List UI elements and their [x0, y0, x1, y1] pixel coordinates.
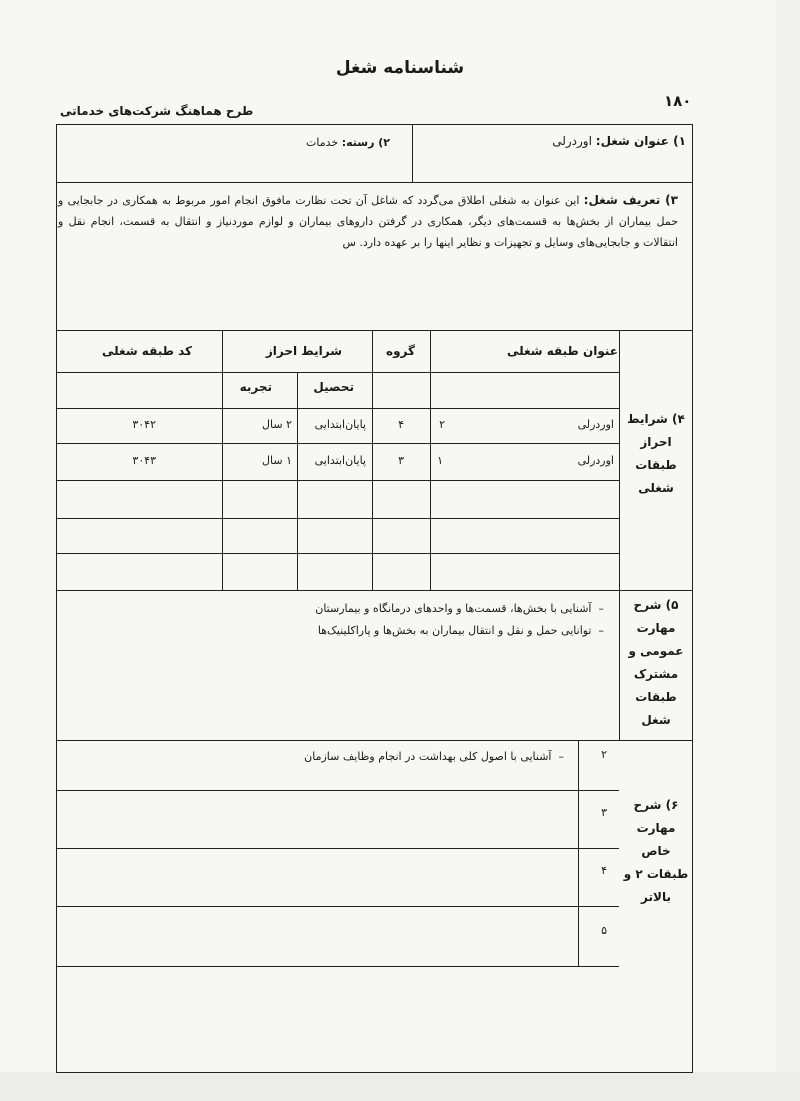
definition-label: ۳) تعریف شغل:	[583, 193, 678, 207]
q-row-line-2	[56, 408, 619, 409]
general-skill-text: آشنایی با بخش‌ها، قسمت‌ها و واحدهای درمانگاه و بیمارستان	[315, 602, 592, 615]
q-col-code	[222, 330, 223, 590]
q-row1-class: ۲	[439, 418, 445, 431]
q-row2-class: ۱	[437, 454, 443, 467]
q-row-line-6	[56, 553, 619, 554]
q-row2-experience: ۱ سال	[262, 454, 292, 467]
q-row1-code: ۳۰۴۲	[132, 418, 156, 431]
frame-line-2	[56, 330, 693, 331]
special-level: ۲	[601, 748, 607, 761]
q-row1-experience: ۲ سال	[262, 418, 292, 431]
q-row-line-5	[56, 518, 619, 519]
definition-text: این عنوان به شغلی اطلاق می‌گردد که شاغل آن تحت نظارت مافوق انجام امور مربوط به همکاری در جابجایی و حمل بیماران از بخش‌ها به قسمت‌های دیگر، همکاری در گرفتن داروهای بیماران و لوازم موردنیاز و انتقال به قسمت، انجام نقل و انتقالات و جابجایی‌های وسایل و تجهیزات و نظایر اینها را بر عهده دارد. س	[58, 194, 678, 249]
q-row2-code: ۳۰۴۳	[132, 454, 156, 467]
q-row1-title: اوردرلی	[577, 418, 614, 431]
special-skill-item: – آشنایی با اصول کلی بهداشت در انجام وظایف سازمان	[304, 750, 564, 763]
general-skill-text: توانایی حمل و نقل و انتقال بیماران به بخش‌ها و پاراکلینیک‌ها	[317, 624, 592, 637]
scan-edge-shadow	[776, 0, 800, 1101]
general-skill-item: – آشنایی با بخش‌ها، قسمت‌ها و واحدهای درمانگاه و بیمارستان	[315, 602, 604, 615]
q-col-education	[297, 372, 298, 590]
frame-left	[56, 124, 57, 1072]
q-row1-education: پایان‌ابتدایی	[314, 418, 366, 431]
q-row2-group: ۳	[398, 454, 404, 467]
header-group: گروه	[386, 344, 415, 358]
category-label: ۲) رسته:	[341, 136, 390, 149]
page-number: ۱۸۰	[664, 92, 692, 110]
header-conditions: شرایط احراز	[265, 344, 342, 358]
q-row2-title: اوردرلی	[577, 454, 614, 467]
frame-line-4	[56, 740, 693, 741]
special-skills-section-label: ۶) شرح مهارت خاص طبقات ۲ و بالاتر	[623, 798, 689, 904]
row1-divider	[412, 124, 413, 182]
q-col-conditions	[372, 330, 373, 590]
q-row1-group: ۴	[398, 418, 404, 431]
page-subtitle: طرح هماهنگ شرکت‌های خدماتی	[60, 104, 254, 118]
frame-line-1	[56, 182, 693, 183]
header-experience: تجربه	[239, 380, 272, 394]
special-row-line-1	[56, 790, 619, 791]
special-row-line-4	[56, 966, 619, 967]
q-col-group	[430, 330, 431, 590]
special-level-divider	[578, 740, 579, 966]
scan-bottom-shadow	[0, 1072, 800, 1101]
special-level: ۳	[601, 806, 607, 819]
general-skill-item: – توانایی حمل و نقل و انتقال بیماران به بخش‌ها و پاراکلینیک‌ها	[317, 624, 604, 637]
job-definition	[58, 190, 678, 253]
job-title-field	[552, 134, 686, 148]
label-column-divider	[619, 330, 620, 740]
header-class-title: عنوان طبقه شغلی	[506, 344, 618, 358]
job-title-value: اوردرلی	[552, 134, 592, 148]
frame-bottom	[56, 1072, 693, 1073]
special-row-line-2	[56, 848, 619, 849]
header-class-code: کد طبقه شغلی	[102, 344, 192, 358]
q-row-line-4	[56, 480, 619, 481]
q-row2-education: پایان‌ابتدایی	[314, 454, 366, 467]
qualifications-section-label: ۴) شرایط احراز طبقات شغلی	[627, 412, 685, 495]
frame-line-3	[56, 590, 693, 591]
special-skill-text: آشنایی با اصول کلی بهداشت در انجام وظایف سازمان	[304, 750, 552, 763]
header-education: تحصیل	[313, 380, 354, 394]
special-level: ۵	[601, 924, 607, 937]
q-row-line-1	[56, 372, 619, 373]
page-title: شناسنامه شغل	[335, 58, 465, 78]
category-field	[306, 136, 390, 149]
category-value: خدمات	[306, 136, 339, 149]
frame-top	[56, 124, 693, 125]
special-level: ۴	[601, 864, 607, 877]
job-title-label: ۱) عنوان شغل:	[595, 134, 686, 148]
frame-right	[692, 124, 693, 1072]
q-row-line-3	[56, 443, 619, 444]
general-skills-section-label: ۵) شرح مهارت عمومی و مشترک طبقات شغل	[628, 598, 684, 727]
special-row-line-3	[56, 906, 619, 907]
